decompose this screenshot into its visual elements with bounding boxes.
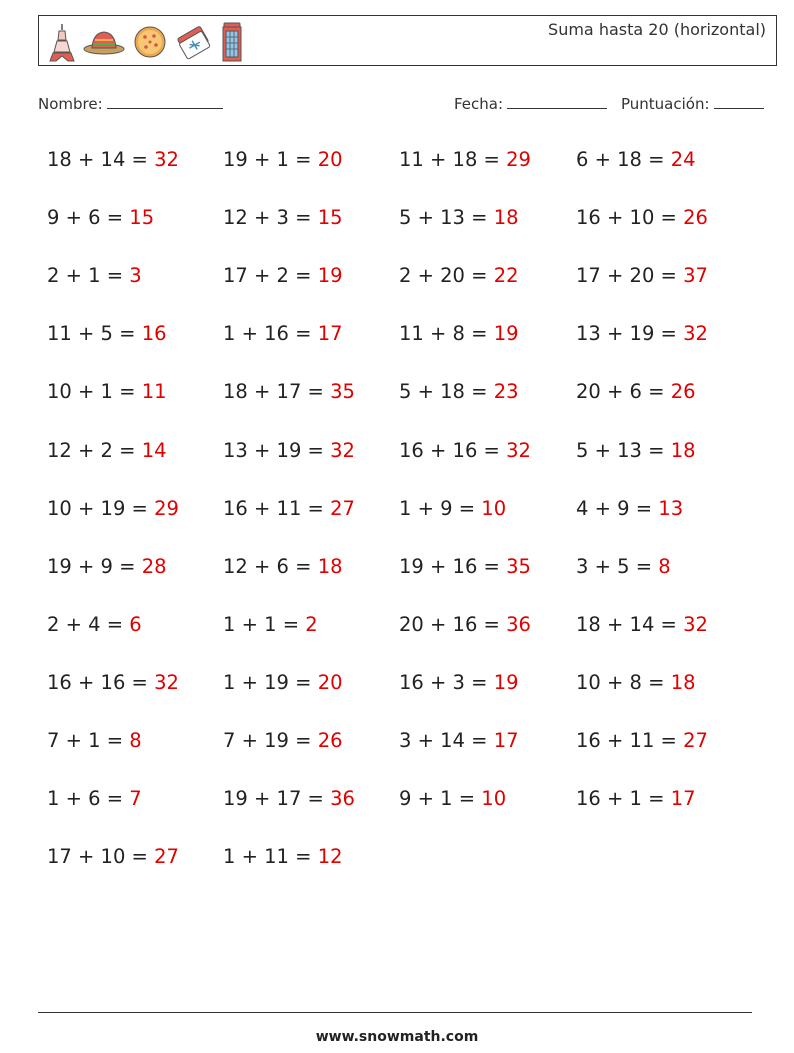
travel-tickets-icon <box>175 23 213 61</box>
problem-item <box>576 264 708 287</box>
problem-item <box>223 439 355 462</box>
problem-item <box>47 206 154 229</box>
problem-answer: 19 <box>493 670 519 694</box>
score-blank-line[interactable] <box>714 94 764 109</box>
problem-answer: 13 <box>658 496 684 520</box>
problem-question: 1 + 6 = <box>47 787 130 811</box>
problem-question: 13 + 19 = <box>223 438 331 462</box>
problem-item <box>399 497 506 520</box>
problem-item <box>399 206 519 229</box>
problem-answer: 14 <box>141 438 167 462</box>
name-label: Nombre: <box>38 95 103 113</box>
problem-answer: 26 <box>670 380 696 404</box>
problem-answer: 29 <box>506 148 531 171</box>
problem-item <box>223 671 343 694</box>
problem-answer: 12 <box>317 845 343 869</box>
problem-answer: 15 <box>129 206 155 230</box>
problem-answer: 32 <box>154 670 179 694</box>
problem-question: 9 + 1 = <box>399 787 482 811</box>
problem-answer: 26 <box>683 206 708 230</box>
problem-item <box>576 206 708 229</box>
header-icons <box>49 20 243 64</box>
problem-answer: 32 <box>683 612 708 636</box>
problem-item <box>399 264 519 287</box>
problem-question: 4 + 9 = <box>576 496 659 520</box>
problem-answer: 17 <box>493 729 519 752</box>
problem-item <box>223 206 343 229</box>
problem-question: 13 + 19 = <box>576 322 684 346</box>
problem-item <box>223 148 343 171</box>
problem-answer: 19 <box>317 264 343 288</box>
problem-question: 18 + 14 = <box>576 612 684 636</box>
problem-answer: 26 <box>317 729 343 752</box>
problem-answer: 36 <box>506 612 531 636</box>
problem-question: 7 + 1 = <box>47 729 130 752</box>
problem-question: 5 + 18 = <box>399 380 494 404</box>
worksheet-title: Suma hasta 20 (horizontal) <box>548 20 766 39</box>
problem-answer: 27 <box>330 496 355 520</box>
problem-question: 5 + 13 = <box>399 206 494 230</box>
problem-question: 17 + 10 = <box>47 845 155 869</box>
problem-answer: 35 <box>506 554 531 578</box>
problem-item <box>47 148 179 171</box>
problem-answer: 28 <box>141 554 167 578</box>
problem-question: 19 + 17 = <box>223 787 331 811</box>
problem-answer: 15 <box>317 206 343 230</box>
problem-question: 2 + 1 = <box>47 264 130 288</box>
problem-question: 16 + 10 = <box>576 206 684 230</box>
problem-item <box>576 729 708 752</box>
problem-answer: 8 <box>658 554 671 578</box>
problem-item <box>47 322 167 345</box>
problem-answer: 27 <box>683 729 708 752</box>
problem-question: 16 + 1 = <box>576 787 671 811</box>
date-label: Fecha: <box>454 95 504 113</box>
footer-url: www.snowmath.com <box>315 1029 479 1045</box>
problem-question: 10 + 8 = <box>576 670 671 694</box>
problem-answer: 32 <box>154 148 179 171</box>
problem-item <box>576 439 696 462</box>
problem-answer: 2 <box>305 612 318 636</box>
problem-item <box>223 613 318 636</box>
problem-item <box>576 148 696 171</box>
problem-question: 3 + 5 = <box>576 554 659 578</box>
problem-item <box>47 439 167 462</box>
problem-question: 19 + 1 = <box>223 148 318 171</box>
problem-question: 19 + 16 = <box>399 554 507 578</box>
problem-item <box>399 555 531 578</box>
problem-item <box>576 497 683 520</box>
problem-question: 3 + 14 = <box>399 729 494 752</box>
problem-answer: 32 <box>330 438 355 462</box>
problem-answer: 10 <box>481 787 507 811</box>
date-blank-line[interactable] <box>507 94 607 109</box>
worksheet-header <box>38 15 777 66</box>
problem-answer: 18 <box>670 670 696 694</box>
problem-answer: 18 <box>670 438 696 462</box>
problem-answer: 29 <box>154 496 179 520</box>
problem-question: 16 + 16 = <box>47 670 155 694</box>
problem-item <box>47 380 167 403</box>
problem-question: 9 + 6 = <box>47 206 130 230</box>
problem-question: 17 + 2 = <box>223 264 318 288</box>
problem-item <box>399 380 519 403</box>
problem-answer: 18 <box>317 554 343 578</box>
problem-question: 20 + 16 = <box>399 612 507 636</box>
problem-item <box>399 439 531 462</box>
problem-question: 2 + 4 = <box>47 612 130 636</box>
problem-question: 7 + 19 = <box>223 729 318 752</box>
problem-answer: 17 <box>670 787 696 811</box>
problem-item <box>223 787 355 810</box>
score-field <box>621 94 764 113</box>
problem-item <box>47 729 142 752</box>
problem-answer: 32 <box>683 322 708 346</box>
problem-answer: 27 <box>154 845 179 869</box>
problem-item <box>223 322 343 345</box>
footer-divider <box>38 1012 752 1013</box>
problem-answer: 20 <box>317 670 343 694</box>
problem-answer: 36 <box>330 787 355 811</box>
problem-question: 6 + 18 = <box>576 148 671 171</box>
problem-answer: 23 <box>493 380 519 404</box>
problem-item <box>223 555 343 578</box>
problem-question: 1 + 1 = <box>223 612 306 636</box>
problem-item <box>223 497 355 520</box>
problem-question: 11 + 5 = <box>47 322 142 346</box>
problem-question: 11 + 8 = <box>399 322 494 346</box>
problem-item <box>47 613 142 636</box>
problem-answer: 10 <box>481 496 507 520</box>
problem-answer: 37 <box>683 264 708 288</box>
problem-answer: 19 <box>493 322 519 346</box>
problem-item <box>223 729 343 752</box>
date-field <box>454 94 607 113</box>
problem-question: 16 + 11 = <box>576 729 684 752</box>
problem-item <box>47 555 167 578</box>
sombrero-icon <box>83 27 125 57</box>
problem-item <box>399 613 531 636</box>
problem-item <box>399 787 506 810</box>
problem-question: 12 + 2 = <box>47 438 142 462</box>
problem-item <box>47 264 142 287</box>
problem-question: 16 + 3 = <box>399 670 494 694</box>
problem-item <box>399 671 519 694</box>
problem-question: 16 + 11 = <box>223 496 331 520</box>
problem-question: 12 + 3 = <box>223 206 318 230</box>
problem-answer: 20 <box>317 148 343 171</box>
problem-question: 17 + 20 = <box>576 264 684 288</box>
problem-question: 1 + 9 = <box>399 496 482 520</box>
problem-item <box>576 380 696 403</box>
problem-item <box>576 322 708 345</box>
problem-item <box>223 264 343 287</box>
problem-item <box>576 787 696 810</box>
problem-answer: 24 <box>670 148 696 171</box>
problem-question: 1 + 16 = <box>223 322 318 346</box>
problem-item <box>223 380 355 403</box>
problem-question: 18 + 14 = <box>47 148 155 171</box>
problem-answer: 6 <box>129 612 142 636</box>
problem-answer: 32 <box>506 438 531 462</box>
problem-question: 12 + 6 = <box>223 554 318 578</box>
problem-answer: 11 <box>141 380 167 404</box>
problem-item <box>47 497 179 520</box>
problem-question: 10 + 1 = <box>47 380 142 404</box>
eiffel-tower-icon <box>49 22 75 62</box>
problem-item <box>47 845 179 868</box>
problem-item <box>576 613 708 636</box>
pizza-icon <box>133 25 167 59</box>
problem-question: 1 + 19 = <box>223 670 318 694</box>
problem-answer: 17 <box>317 322 343 346</box>
problem-item <box>399 148 531 171</box>
problem-question: 16 + 16 = <box>399 438 507 462</box>
name-field <box>38 94 223 113</box>
problem-answer: 3 <box>129 264 142 288</box>
problem-question: 2 + 20 = <box>399 264 494 288</box>
problem-item <box>47 787 142 810</box>
problem-question: 10 + 19 = <box>47 496 155 520</box>
problem-item <box>47 671 179 694</box>
problem-item <box>399 729 519 752</box>
problem-question: 11 + 18 = <box>399 148 507 171</box>
problem-question: 1 + 11 = <box>223 845 318 869</box>
problem-answer: 16 <box>141 322 167 346</box>
name-blank-line[interactable] <box>107 94 223 109</box>
problem-question: 19 + 9 = <box>47 554 142 578</box>
problem-item <box>576 555 671 578</box>
problem-item <box>399 322 519 345</box>
problem-answer: 22 <box>493 264 519 288</box>
problem-question: 20 + 6 = <box>576 380 671 404</box>
problem-answer: 35 <box>330 380 355 404</box>
problem-question: 18 + 17 = <box>223 380 331 404</box>
problem-item <box>576 671 696 694</box>
problem-answer: 8 <box>129 729 142 752</box>
phone-booth-icon <box>221 21 243 63</box>
problem-question: 5 + 13 = <box>576 438 671 462</box>
problem-answer: 7 <box>129 787 142 811</box>
problem-answer: 18 <box>493 206 519 230</box>
score-label: Puntuación: <box>621 95 710 113</box>
problem-item <box>223 845 343 868</box>
